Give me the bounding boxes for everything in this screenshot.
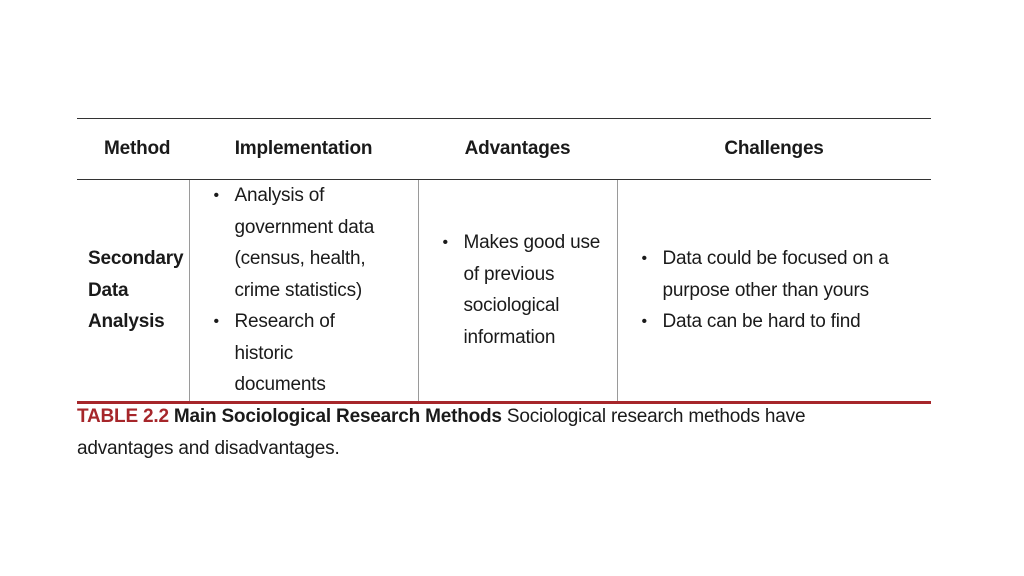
- advantages-list: [419, 227, 617, 353]
- method-line: Analysis: [88, 311, 165, 332]
- caption-label: TABLE 2.2: [77, 406, 169, 427]
- table-row: [77, 180, 931, 403]
- method-line: Secondary: [88, 248, 184, 269]
- research-methods-table: [77, 118, 931, 404]
- header-challenges: Challenges: [617, 119, 931, 180]
- implementation-cell: [189, 180, 418, 403]
- implementation-item: • Analysis of government data (census, health, crime statistics): [190, 180, 418, 306]
- challenges-cell: [617, 180, 931, 403]
- challenges-list: [618, 243, 932, 338]
- advantages-cell: [418, 180, 617, 403]
- challenges-item: • Data can be hard to find: [618, 306, 932, 338]
- header-method: Method: [77, 119, 189, 180]
- table-header-row: [77, 119, 931, 180]
- advantages-item: • Makes good use of previous sociological information: [419, 227, 617, 353]
- research-methods-table-container: [77, 118, 931, 404]
- caption-title: Main Sociological Research Methods: [173, 406, 502, 427]
- implementation-list: [190, 180, 418, 401]
- challenges-item: • Data could be focused on a purpose other than yours: [618, 243, 932, 306]
- table-caption: [77, 401, 837, 464]
- header-implementation: Implementation: [189, 119, 418, 180]
- header-advantages: Advantages: [418, 119, 617, 180]
- method-line: Data: [88, 279, 129, 301]
- caption-text: Sociological research methods have advantages and disadvantages.: [77, 406, 806, 459]
- implementation-item: • Research of historic documents: [190, 306, 418, 401]
- method-cell: [77, 180, 189, 403]
